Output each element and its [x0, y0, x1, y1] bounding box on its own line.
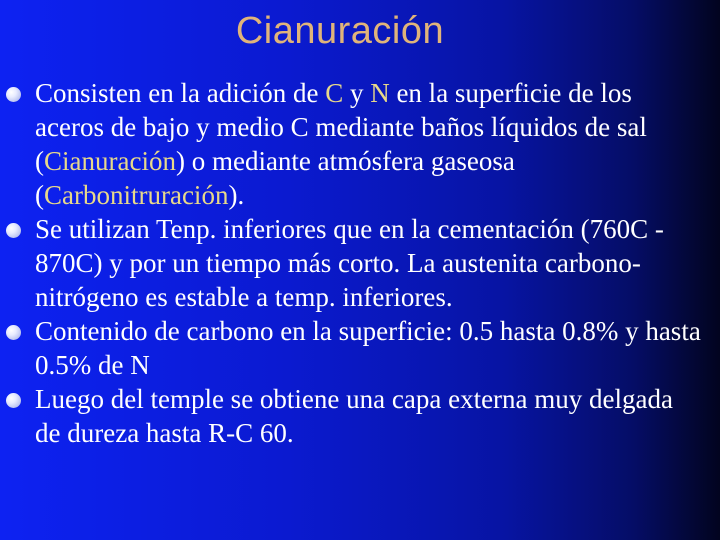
bullet-text-segment: Consisten en la adición de — [35, 78, 326, 108]
bullet-dot-icon — [6, 325, 21, 340]
highlight-carbon: C — [325, 78, 344, 108]
bullet-text — [35, 78, 647, 210]
bullet-text: Luego del temple se obtiene una capa externa muy delgada de dureza hasta R-C 60. — [35, 384, 673, 448]
bullet-text-segment: y — [343, 78, 371, 108]
bullet-text: Se utilizan Tenp. inferiores que en la cementación (760C - 870C) y por un tiempo más corto. La austenita carbono-nitrógeno es estable a temp. inferiores. — [35, 214, 664, 312]
bullet-dot-icon — [6, 87, 21, 102]
bullet-dot-icon — [6, 223, 21, 238]
bullet-item — [0, 76, 720, 212]
slide-title: Cianuración — [235, 10, 445, 52]
bullet-dot-icon — [6, 393, 21, 408]
bullet-text-segment: ) o mediante atmósfera gaseosa ( — [35, 146, 515, 210]
highlight-nitrogen: N — [370, 78, 390, 108]
bullet-item — [0, 314, 720, 382]
highlight-carbonitruracion: Carbonitruración — [44, 180, 229, 210]
bullet-list — [0, 76, 720, 450]
bullet-item — [0, 382, 720, 450]
bullet-item — [0, 212, 720, 314]
highlight-cianuracion: Cianuración — [44, 146, 176, 176]
bullet-text: Contenido de carbono en la superficie: 0.5 hasta 0.8% y hasta 0.5% de N — [35, 316, 701, 380]
bullet-text-segment: ). — [228, 180, 245, 210]
bullet-text-segment: en la superficie de los aceros de bajo y medio C mediante baños líquidos de sal ( — [35, 78, 647, 176]
